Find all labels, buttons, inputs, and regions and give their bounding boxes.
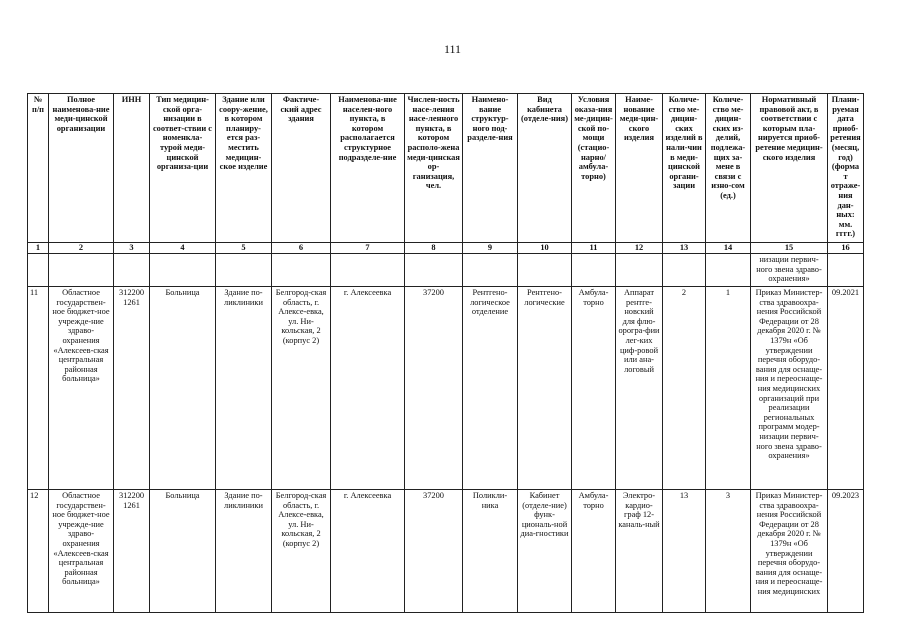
column-number-row xyxy=(28,243,864,254)
qty-replace: 3 xyxy=(706,490,751,613)
cabinet-type: Рентгено-логические xyxy=(518,287,572,490)
header-cell: ИНН xyxy=(114,94,150,243)
header-cell: Фактиче-ский адрес здания xyxy=(272,94,331,243)
header-cell: Наиме-нование меди-цин-ского изделия xyxy=(616,94,663,243)
address: Белгород-ская область, г. Алексе-евка, ул. Ни-кольская, 2 (корпус 2) xyxy=(272,287,331,490)
column-number: 10 xyxy=(518,243,572,254)
row-number: 11 xyxy=(28,287,49,490)
header-cell: Условия оказа-ния ме-дицин-ской по-мощи (стацио-нарно/ амбула-торно) xyxy=(572,94,616,243)
qty-replace: 1 xyxy=(706,287,751,490)
table-row xyxy=(28,287,864,490)
header-cell: Плани-руемая дата приоб-ретения (месяц, год) (формат отраже-ния дан-ных: мм. гггг.) xyxy=(828,94,864,243)
unit-name: Поликли-ника xyxy=(463,490,518,613)
device-name: Электро-кардио-граф 12-каналь-ный xyxy=(616,490,663,613)
inn: 312200 1261 xyxy=(114,490,150,613)
page-number: 111 xyxy=(443,42,462,56)
locality: г. Алексеевка xyxy=(331,490,405,613)
header-cell: Наимено-вание структур-ного под-разделе-ния xyxy=(463,94,518,243)
continuation-row xyxy=(28,254,864,287)
column-number: 13 xyxy=(663,243,706,254)
population: 37200 xyxy=(405,490,463,613)
column-number: 4 xyxy=(150,243,216,254)
header-cell: Тип медицин-ской орга-низации в соответ-ствии с номенкла-турой меди-цинской организа-ции xyxy=(150,94,216,243)
org-type: Больница xyxy=(150,490,216,613)
org-name: Областное государствен-ное бюджет-ное учрежде-ние здраво-охранения «Алексеев-ская центральная районная больница» xyxy=(49,490,114,613)
address: Белгород-ская область, г. Алексе-евка, ул. Ни-кольская, 2 (корпус 2) xyxy=(272,490,331,613)
unit-name: Рентгено-логическое отделение xyxy=(463,287,518,490)
column-number: 14 xyxy=(706,243,751,254)
column-number: 6 xyxy=(272,243,331,254)
qty-available: 2 xyxy=(663,287,706,490)
care-conditions: Амбула-торно xyxy=(572,287,616,490)
care-conditions: Амбула-торно xyxy=(572,490,616,613)
qty-available: 13 xyxy=(663,490,706,613)
org-name: Областное государствен-ное бюджет-ное учрежде-ние здраво-охранения «Алексеев-ская центральная районная больница» xyxy=(49,287,114,490)
cabinet-type: Кабинет (отделе-ние) функ-циональ-ной диа-гностики xyxy=(518,490,572,613)
header-cell: Здание или соору-жение, в котором планиру-ется раз-местить медицин-ское изделие xyxy=(216,94,272,243)
column-number: 16 xyxy=(828,243,864,254)
column-number: 1 xyxy=(28,243,49,254)
header-cell: Числен-ность насе-ления насе-ленного пункта, в котором располо-жена меди-цинская ор-ганизация, чел. xyxy=(405,94,463,243)
planned-date: 09.2023 xyxy=(828,490,864,613)
column-number: 8 xyxy=(405,243,463,254)
inn: 312200 1261 xyxy=(114,287,150,490)
column-number: 11 xyxy=(572,243,616,254)
header-cell: Вид кабинета (отделе-ния) xyxy=(518,94,572,243)
header-cell: № п/п xyxy=(28,94,49,243)
column-number: 15 xyxy=(751,243,828,254)
column-number: 2 xyxy=(49,243,114,254)
header-cell: Количе-ство ме-дицин-ских из-делий, подлежа-щих за-мене в связи с изно-сом (ед.) xyxy=(706,94,751,243)
org-type: Больница xyxy=(150,287,216,490)
population: 37200 xyxy=(405,287,463,490)
header-cell: Полное наименова-ние меди-цинской организации xyxy=(49,94,114,243)
legal-act: Приказ Министер-ства здравоохра-нения Российской Федерации от 28 декабря 2020 г. № 1379н «Об утверждении перечня оборудо-вания для оснаще-ния и переоснаще-ния медицинских организаций при реализации региональных программ модер-низации первич-ного звена здраво-охранения» xyxy=(751,287,828,490)
column-number: 3 xyxy=(114,243,150,254)
header-cell: Наименова-ние населен-ного пункта, в котором располагается структурное подразделе-ние xyxy=(331,94,405,243)
device-name: Аппарат рентге-новский для флю-орогра-фии лег-ких циф-ровой или ана-логовый xyxy=(616,287,663,490)
building: Здание по-ликлиники xyxy=(216,287,272,490)
table-row xyxy=(28,490,864,613)
column-number: 7 xyxy=(331,243,405,254)
header-cell: Нормативный правовой акт, в соответствии с которым пла-нируется приоб-ретение медицин-ского изделия xyxy=(751,94,828,243)
continuation-text: низации первич-ного звена здраво-охранения» xyxy=(751,254,828,287)
row-number: 12 xyxy=(28,490,49,613)
column-number: 5 xyxy=(216,243,272,254)
header-cell: Количе-ство ме-дицин-ских изделий в нали-чии в меди-цинской органи-зации xyxy=(663,94,706,243)
column-number: 12 xyxy=(616,243,663,254)
building: Здание по-ликлиники xyxy=(216,490,272,613)
planned-date: 09.2021 xyxy=(828,287,864,490)
procurement-table xyxy=(27,93,864,613)
locality: г. Алексеевка xyxy=(331,287,405,490)
column-number: 9 xyxy=(463,243,518,254)
header-row xyxy=(28,94,864,243)
legal-act: Приказ Министер-ства здравоохра-нения Российской Федерации от 28 декабря 2020 г. № 1379н «Об утверждении перечня оборудо-вания для оснаще-ния и переоснаще-ния медицинских xyxy=(751,490,828,613)
